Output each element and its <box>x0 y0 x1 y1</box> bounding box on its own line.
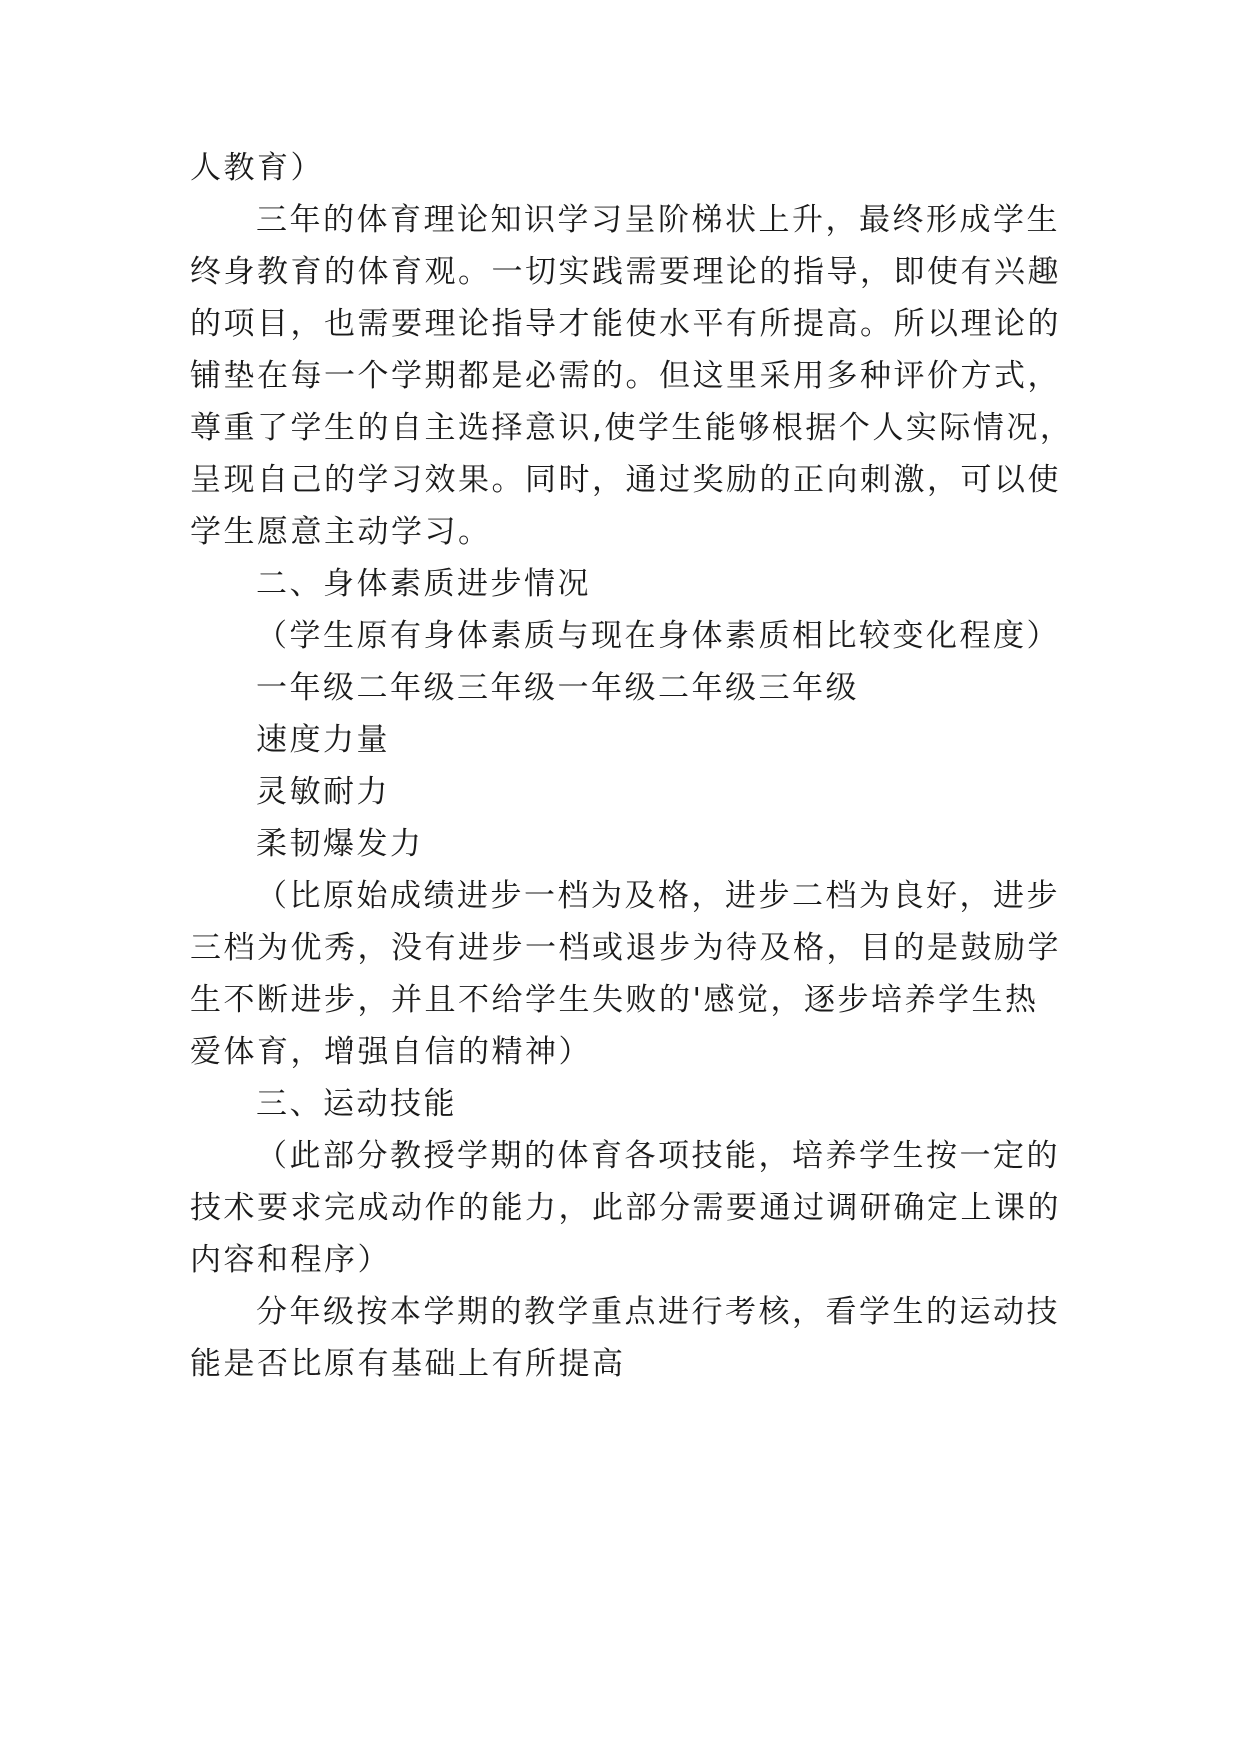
paragraph-line: 三年的体育理论知识学习呈阶梯状上升，最终形成学生 <box>256 202 1060 238</box>
paragraph-line: 生不断进步，并且不给学生失败的'感觉，逐步培养学生热 <box>190 982 1039 1018</box>
paragraph-line: 终身教育的体育观。一切实践需要理论的指导，即使有兴趣 <box>190 254 1061 290</box>
paragraph-line: 分年级按本学期的教学重点进行考核，看学生的运动技 <box>256 1294 1060 1330</box>
paragraph-line: （学生原有身体素质与现在身体素质相比较变化程度） <box>256 618 1060 654</box>
paragraph-line: 内容和程序） <box>190 1242 391 1278</box>
paragraph-line: 的项目，也需要理论指导才能使水平有所提高。所以理论的 <box>190 306 1061 342</box>
paragraph-line: 铺垫在每一个学期都是必需的。但这里采用多种评价方式， <box>190 358 1061 394</box>
paragraph-line: 三档为优秀，没有进步一档或退步为待及格，目的是鼓励学 <box>190 930 1061 966</box>
paragraph-line: 学生愿意主动学习。 <box>190 514 492 550</box>
paragraph-line: 爱体育，增强自信的精神） <box>190 1034 592 1070</box>
paragraph-line: 灵敏耐力 <box>256 774 390 810</box>
paragraph-line: 柔韧爆发力 <box>256 826 424 862</box>
paragraph-line: （比原始成绩进步一档为及格，进步二档为良好，进步 <box>256 878 1060 914</box>
section-heading: 三、运动技能 <box>256 1086 457 1122</box>
paragraph-line: （此部分教授学期的体育各项技能，培养学生按一定的 <box>256 1138 1060 1174</box>
section-heading: 二、身体素质进步情况 <box>256 566 591 602</box>
paragraph-line: 人教育） <box>190 150 324 186</box>
paragraph-line: 呈现自己的学习效果。同时，通过奖励的正向刺激，可以使 <box>190 462 1061 498</box>
paragraph-line: 技术要求完成动作的能力，此部分需要通过调研确定上课的 <box>190 1190 1061 1226</box>
paragraph-line: 尊重了学生的自主选择意识,使学生能够根据个人实际情况， <box>190 410 1074 446</box>
paragraph-line: 能是否比原有基础上有所提高 <box>190 1346 626 1382</box>
paragraph-line: 一年级二年级三年级一年级二年级三年级 <box>256 670 859 706</box>
paragraph-line: 速度力量 <box>256 722 390 758</box>
